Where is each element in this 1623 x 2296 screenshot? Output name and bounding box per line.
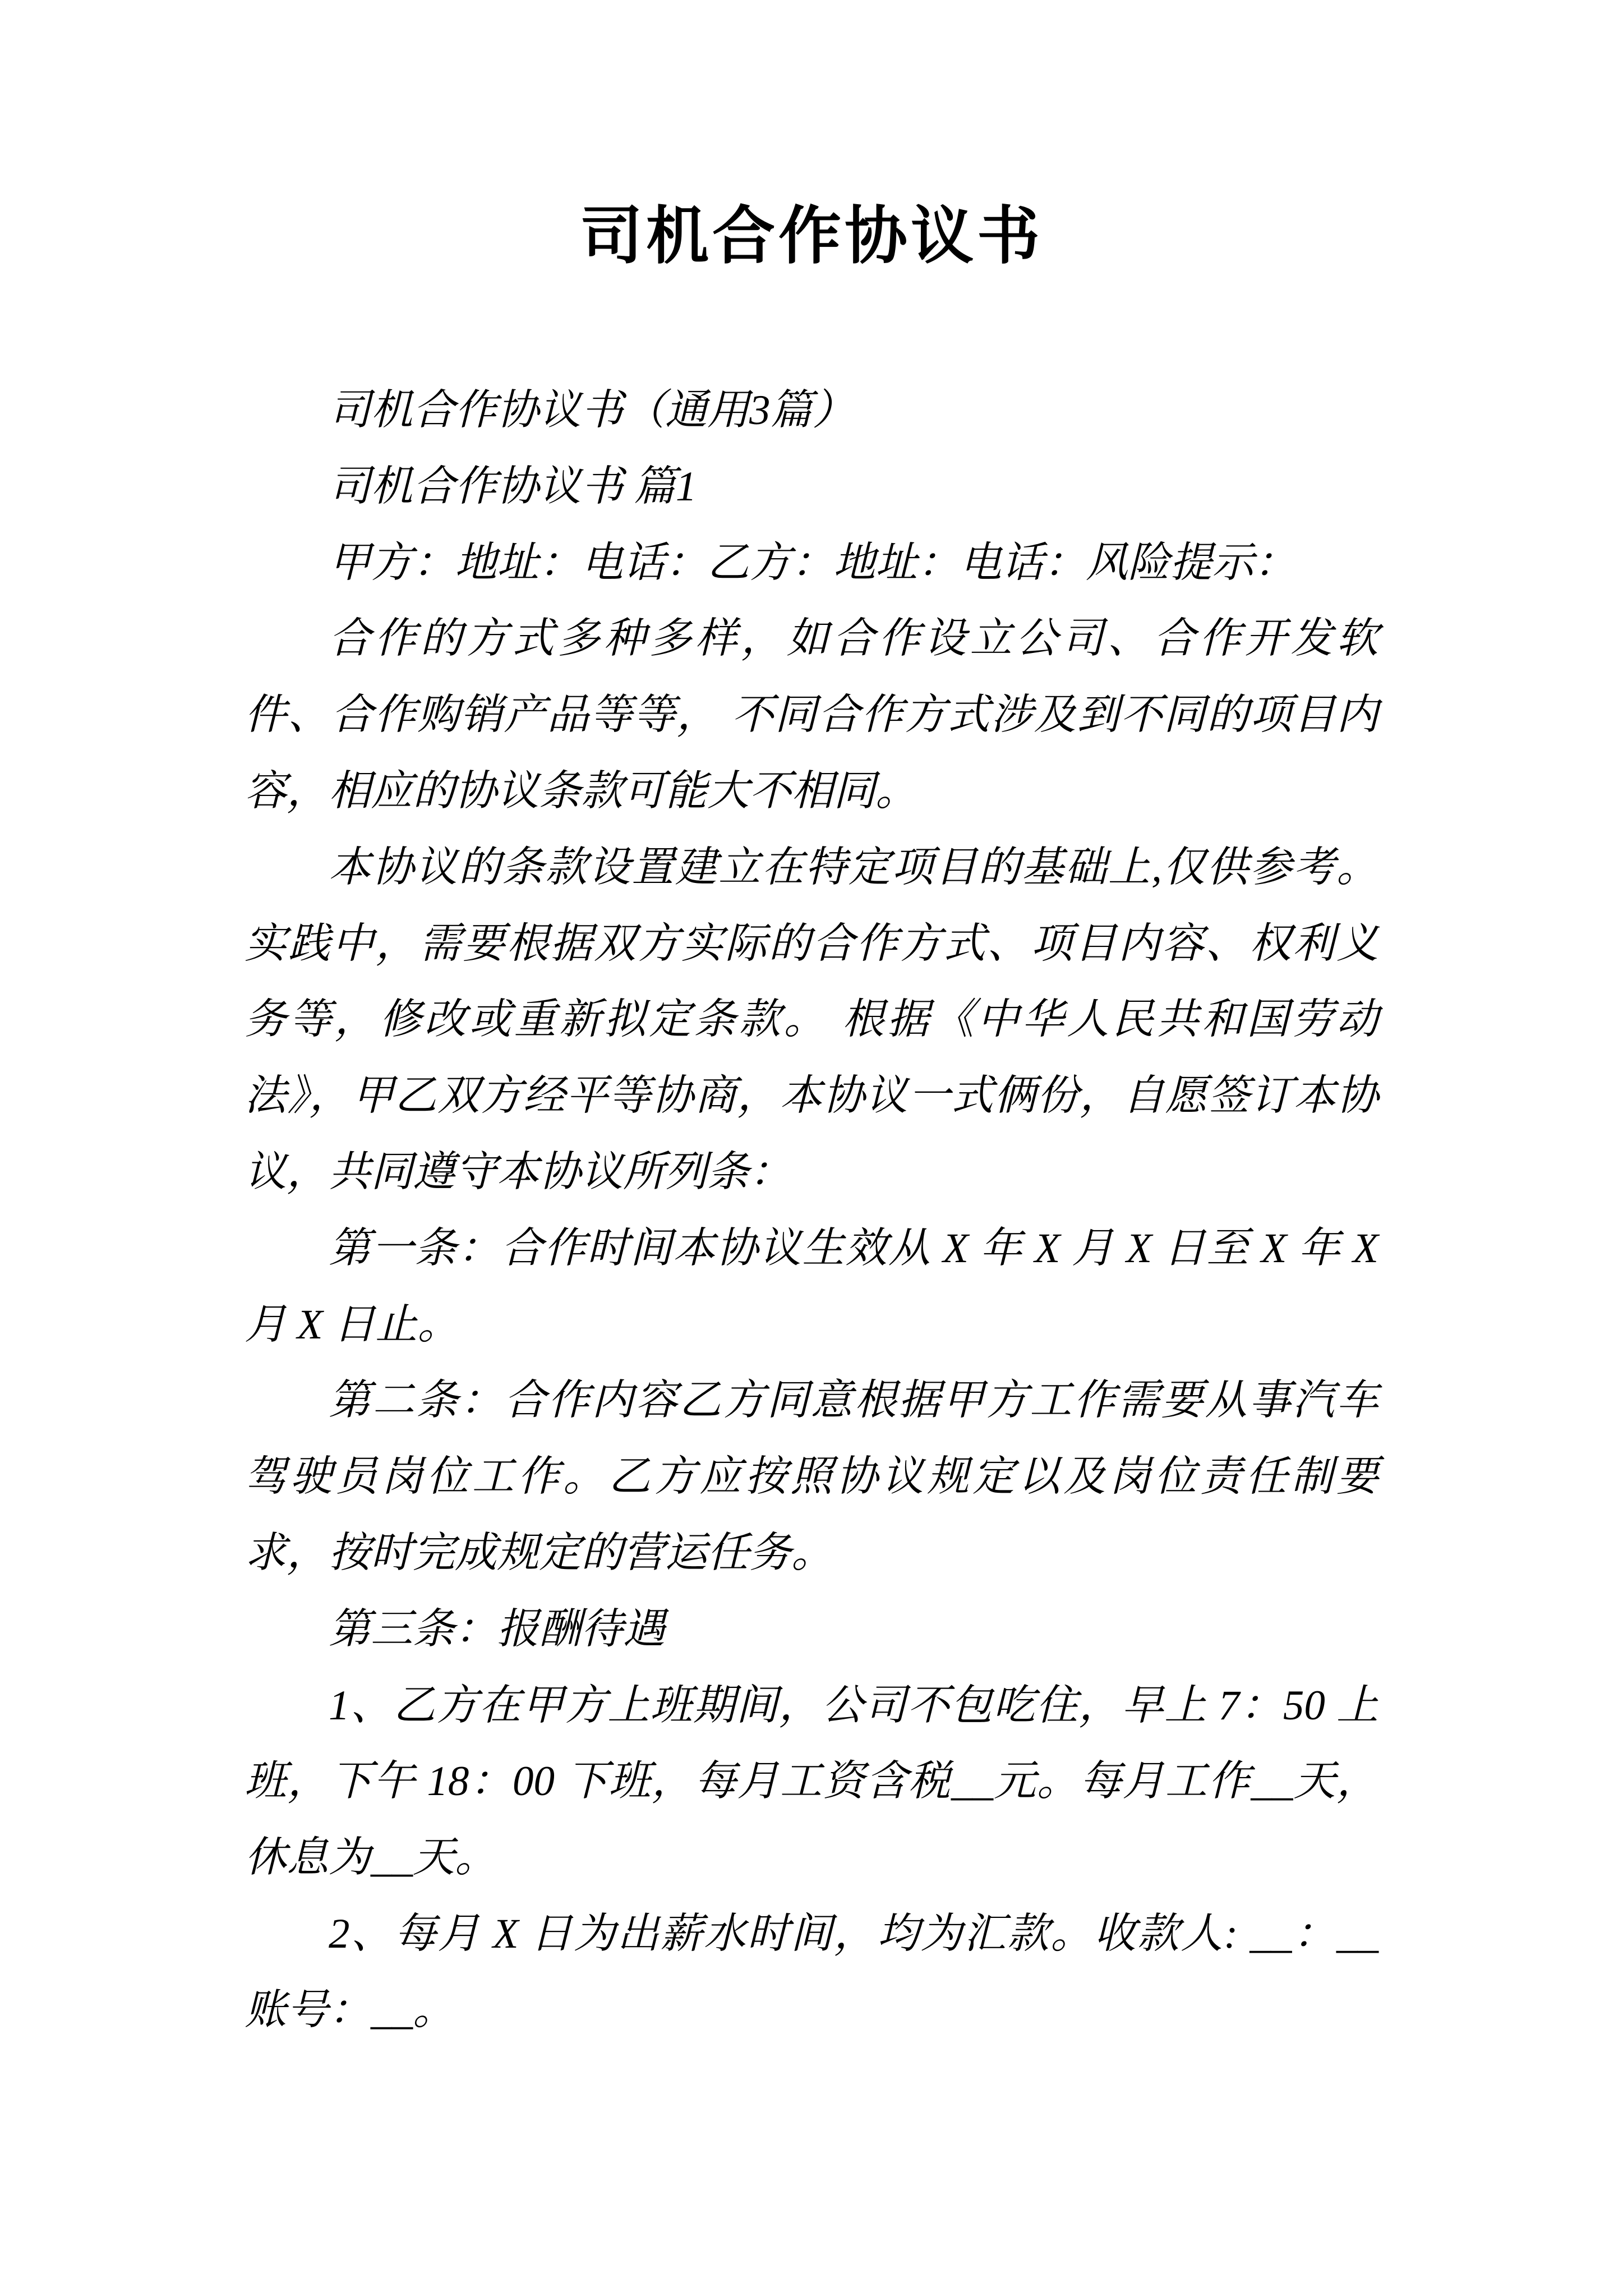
paragraph: 2、每月 X 日为出薪水时间，均为汇款。收款人: __：__账号：__。 [245, 1910, 1378, 2033]
paragraph: 第一条：合作时间本协议生效从 X 年 X 月 X 日至 X 年 X 月 X 日止。 [245, 1225, 1378, 1348]
paragraph: 第二条：合作内容乙方同意根据甲方工作需要从事汽车驾驶员岗位工作。乙方应按照协议规定以及岗位责任制要求，按时完成规定的营运任务。 [245, 1377, 1378, 1576]
paragraph: 1、乙方在甲方上班期间，公司不包吃住，早上 7：50 上班，下午 18：00 下班，每月工资含税__元。每月工作__天，休息为__天。 [245, 1682, 1378, 1881]
paragraph: 本协议的条款设置建立在特定项目的基础上,仅供参考。实践中，需要根据双方实际的合作方式、项目内容、权利义务等，修改或重新拟定条款。 根据《中华人民共和国劳动法》，甲乙双方经平等协商，本协议一式俩份，自愿签订本协议，共同遵守本协议所列条： [245, 844, 1378, 1195]
paragraph: 第三条：报酬待遇 [329, 1605, 666, 1653]
document-body [245, 372, 1378, 2049]
paragraph: 合作的方式多种多样，如合作设立公司、合作开发软件、合作购销产品等等， 不同合作方式涉及到不同的项目内容，相应的协议条款可能大不相同。 [245, 615, 1378, 815]
document-title: 司机合作协议书 [580, 202, 1043, 272]
paragraph: 司机合作协议书 篇1 [329, 463, 697, 510]
paragraph: 甲方：地址：电话：乙方：地址：电话：风险提示： [329, 539, 1297, 586]
paragraph: 司机合作协议书（通用3篇） [329, 387, 855, 434]
